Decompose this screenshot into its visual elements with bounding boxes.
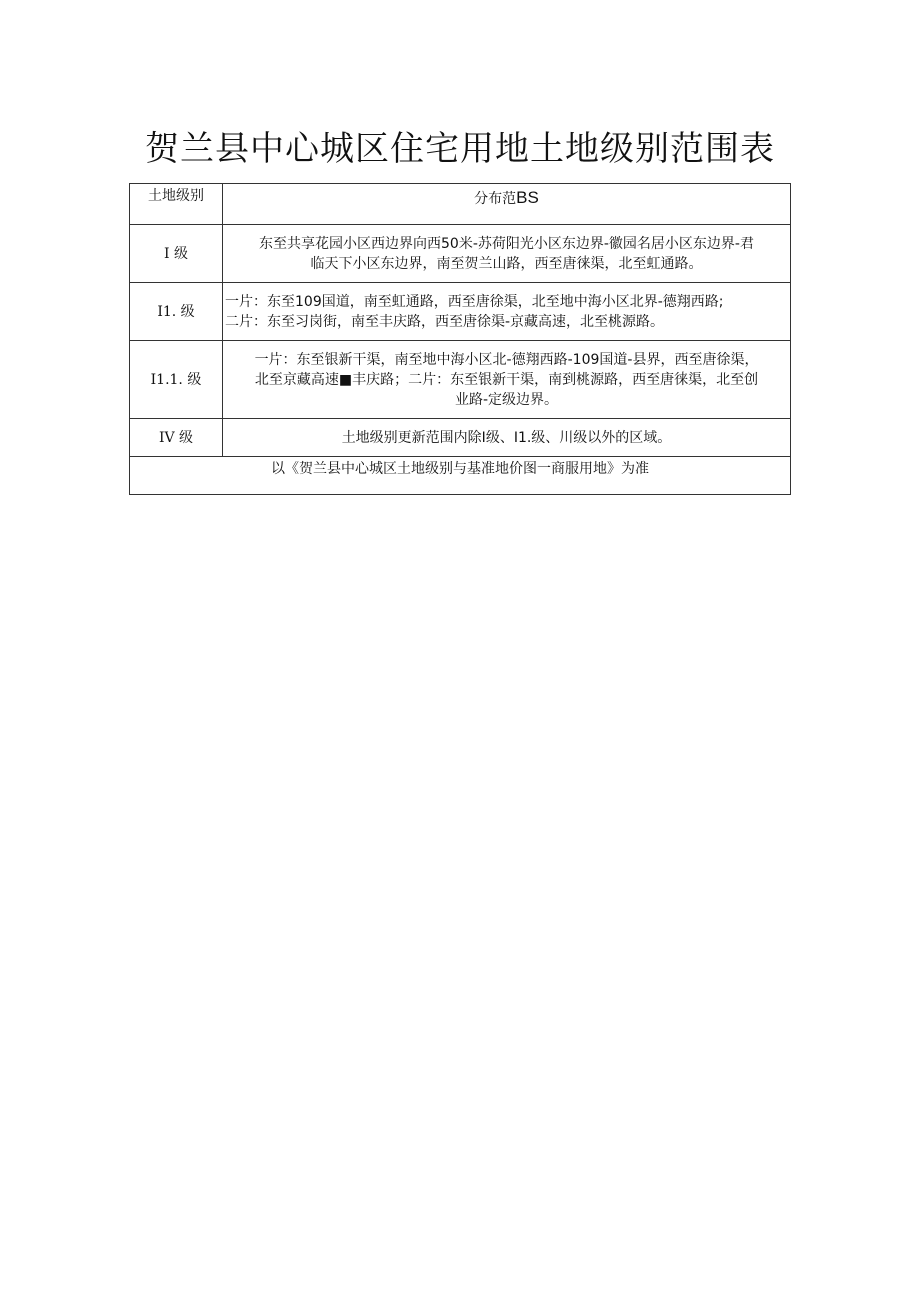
header-distribution xyxy=(223,184,791,225)
table-row xyxy=(130,225,791,283)
land-grade-table xyxy=(129,183,791,495)
table-row xyxy=(130,419,791,457)
grade-roman: IV xyxy=(158,429,175,446)
grade-suffix: 级 xyxy=(173,245,188,262)
distribution-line: 东至共享花园小区西边界向西50米-苏荷阳光小区东边界-徽园名居小区东边界-君 xyxy=(259,235,754,252)
grade-cell xyxy=(130,419,223,457)
grade-suffix: 级 xyxy=(187,371,202,388)
distribution-cell xyxy=(223,283,791,341)
header-distribution-latin: BS xyxy=(516,188,539,207)
grade-roman: I xyxy=(164,245,170,262)
grade-cell xyxy=(130,225,223,283)
grade-suffix: 级 xyxy=(180,303,195,320)
header-grade: 土地级别 xyxy=(130,184,223,225)
distribution-line: 二片：东至习岗街，南至丰庆路，西至唐徐渠-京藏高速，北至桃源路。 xyxy=(225,313,665,330)
table-footer-note: 以《贺兰县中心城区土地级别与基准地价图一商服用地》为准 xyxy=(130,457,791,495)
distribution-line: 土地级别更新范围内除I级、I1.级、川级以外的区域。 xyxy=(341,429,672,446)
table-footer-row xyxy=(130,457,791,495)
grade-suffix: 级 xyxy=(179,429,194,446)
grade-roman: I1. xyxy=(157,303,177,320)
grade-cell xyxy=(130,283,223,341)
distribution-cell xyxy=(223,419,791,457)
distribution-line: 一片：东至109国道，南至虹通路，西至唐徐渠，北至地中海小区北界-德翔西路; xyxy=(225,293,724,310)
table-row xyxy=(130,341,791,419)
distribution-cell xyxy=(223,225,791,283)
distribution-line: 业路-定级边界。 xyxy=(454,391,559,408)
page-title: 贺兰县中心城区住宅用地土地级别范围表 xyxy=(145,129,775,169)
header-distribution-cjk: 分布范 xyxy=(474,191,517,207)
table-row xyxy=(130,283,791,341)
distribution-line: 北至京藏高速■丰庆路；二片：东至银新干渠，南到桃源路，西至唐徕渠，北至创 xyxy=(254,371,759,388)
grade-roman: I1.1. xyxy=(150,371,183,388)
distribution-cell xyxy=(223,341,791,419)
distribution-line: 一片：东至银新干渠，南至地中海小区北-德翔西路-109国道-县界，西至唐徐渠， xyxy=(254,351,759,368)
distribution-line: 临天下小区东边界，南至贺兰山路，西至唐徕渠，北至虹通路。 xyxy=(310,255,703,272)
grade-cell xyxy=(130,341,223,419)
table-header-row xyxy=(130,184,791,225)
